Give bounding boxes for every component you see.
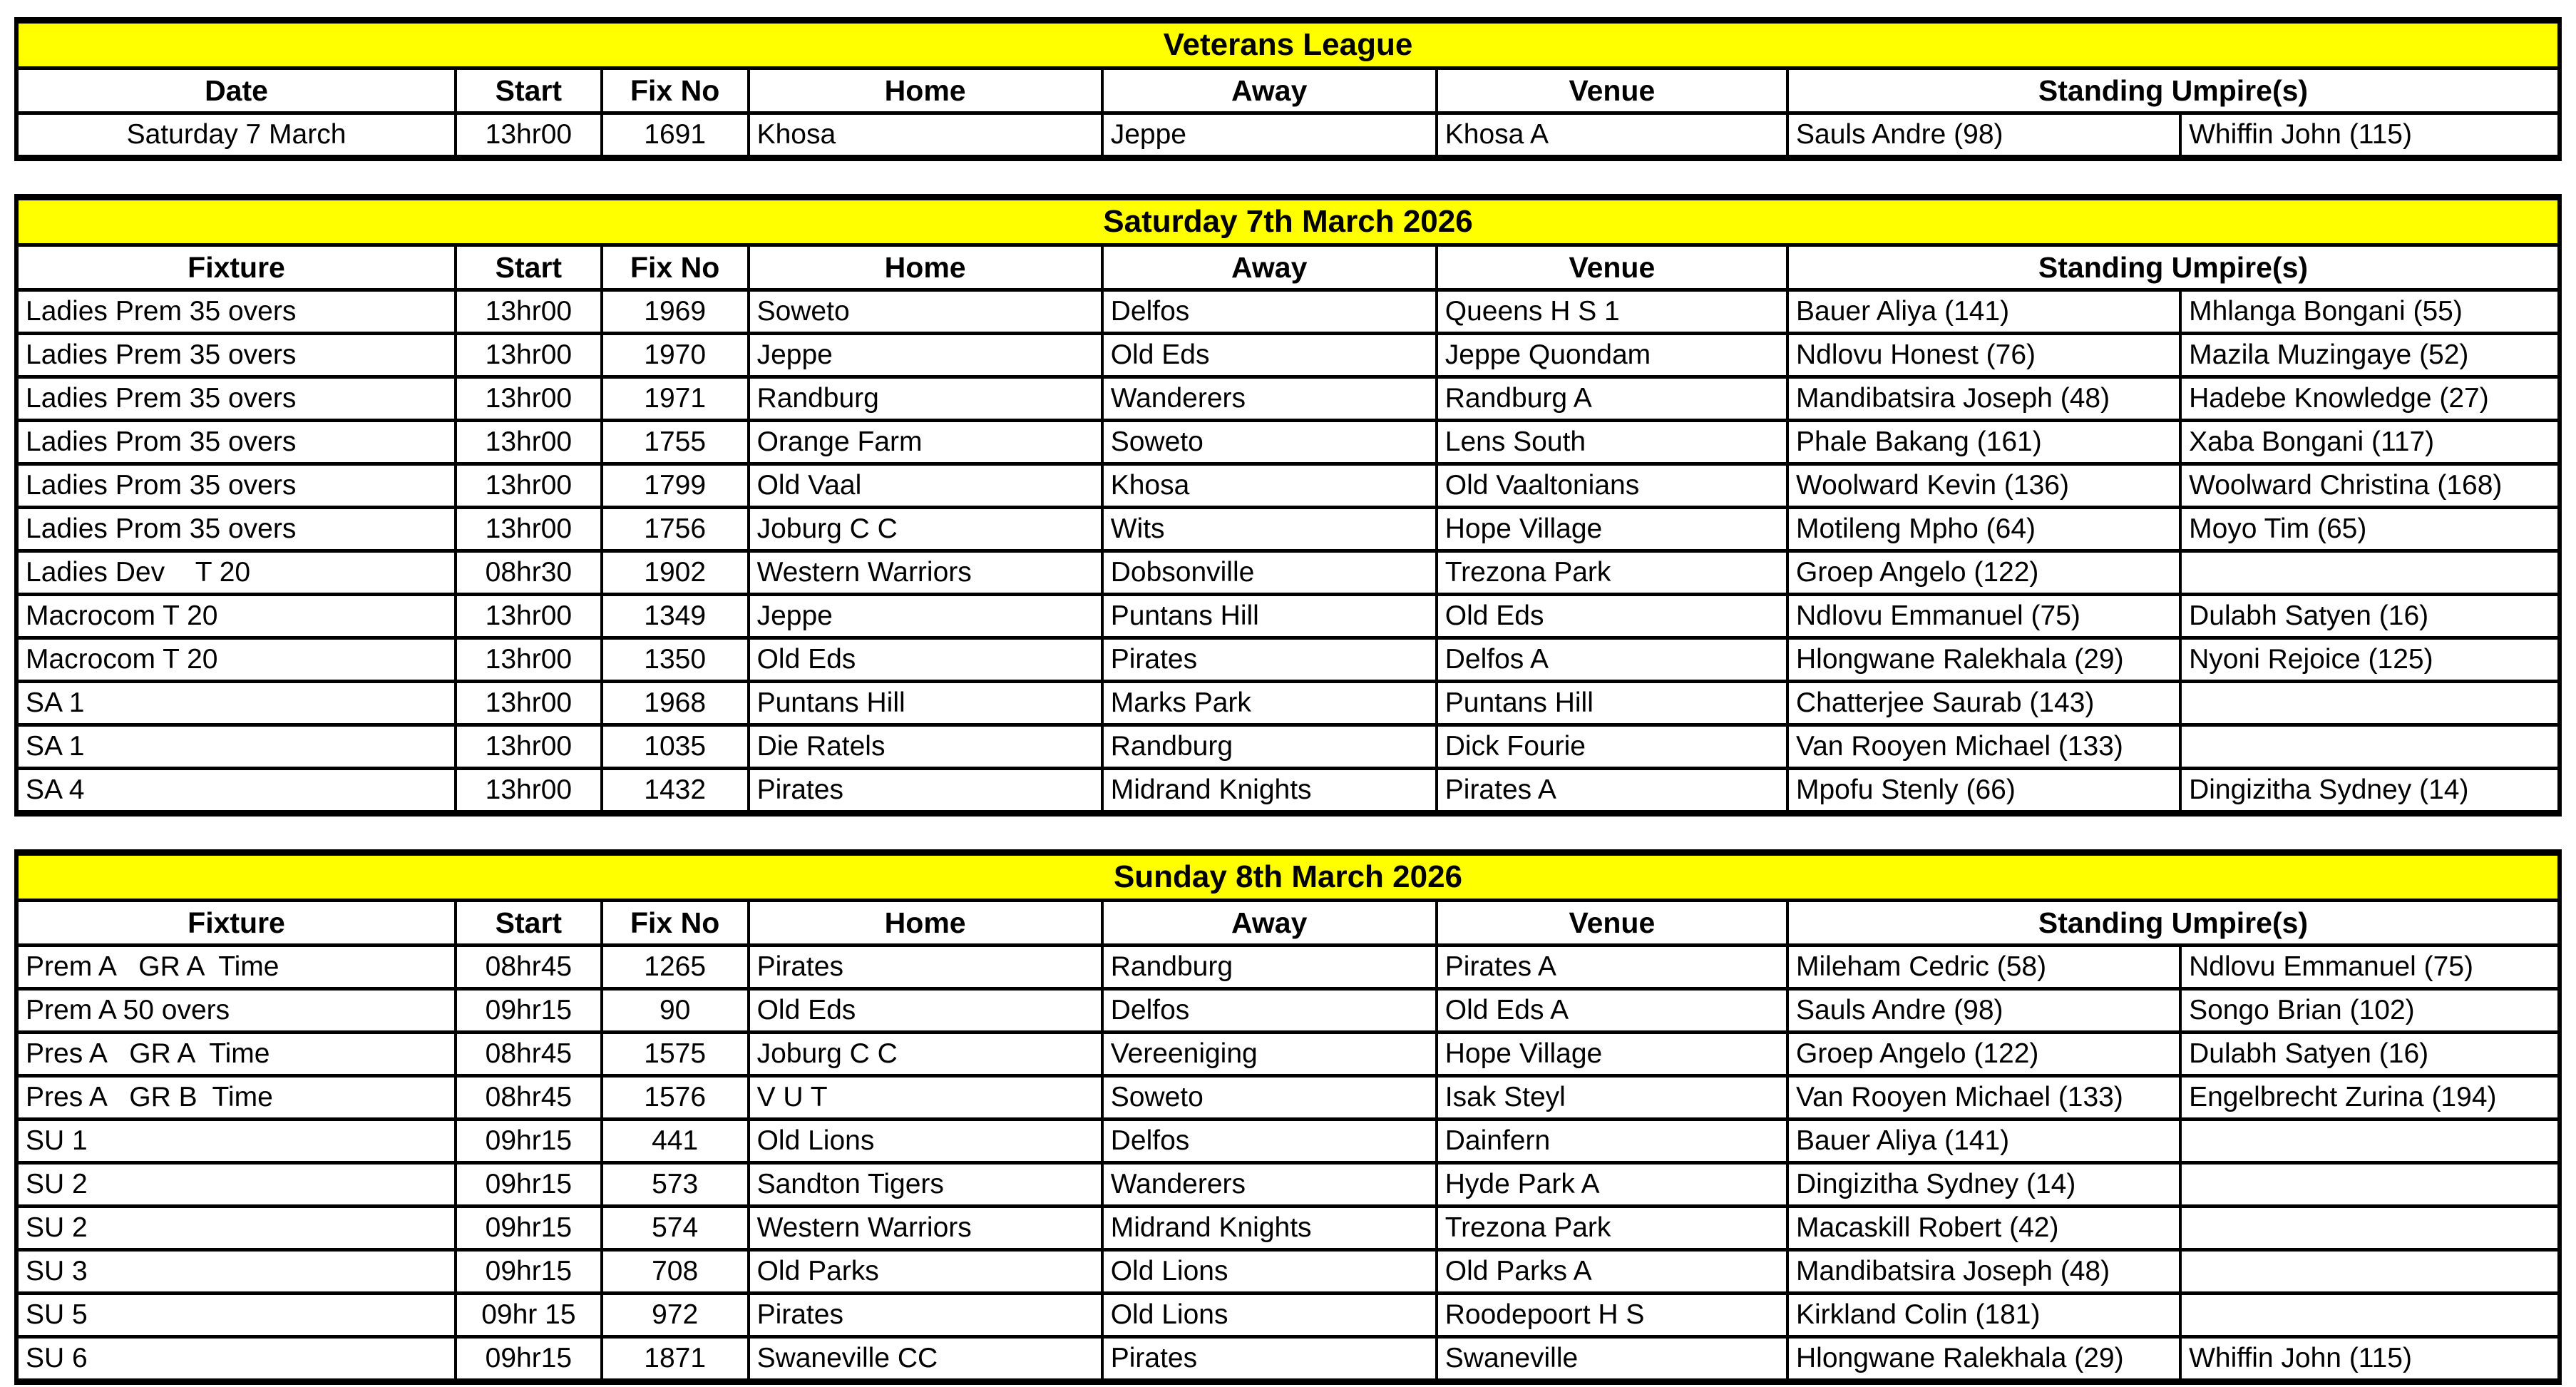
table-title: Veterans League [16, 21, 2560, 68]
cell-venue: Randburg A [1437, 377, 1787, 421]
cell-start: 09hr 15 [456, 1294, 602, 1337]
cell-fixno: 1265 [602, 946, 749, 989]
table-row [16, 946, 2560, 989]
cell-fixture: Pres A GR A Time [16, 1033, 456, 1076]
cell-umpire-2: Engelbrecht Zurina (194) [2180, 1076, 2560, 1120]
column-header-fixture: Fixture [16, 245, 456, 290]
cell-umpire-1: Hlongwane Ralekhala (29) [1787, 1337, 2180, 1382]
cell-venue: Dainfern [1437, 1120, 1787, 1163]
cell-home: Randburg [749, 377, 1102, 421]
cell-start: 13hr00 [456, 682, 602, 725]
column-header-away: Away [1102, 68, 1437, 113]
cell-fixture: SU 2 [16, 1163, 456, 1207]
cell-fixno: 1799 [602, 464, 749, 508]
cell-start: 08hr45 [456, 946, 602, 989]
sunday-fixtures-table [14, 849, 2562, 1385]
cell-umpire-2 [2180, 1163, 2560, 1207]
cell-fixno: 1691 [602, 113, 749, 158]
cell-home: Swaneville CC [749, 1337, 1102, 1382]
cell-fixno: 1576 [602, 1076, 749, 1120]
column-header-fixno: Fix No [602, 901, 749, 946]
cell-fixno: 1350 [602, 638, 749, 682]
cell-umpire-2: Ndlovu Emmanuel (75) [2180, 946, 2560, 989]
cell-fixture: Ladies Prem 35 overs [16, 290, 456, 334]
cell-umpire-1: Ndlovu Emmanuel (75) [1787, 595, 2180, 638]
cell-umpire-2 [2180, 1250, 2560, 1294]
cell-fixture: SU 6 [16, 1337, 456, 1382]
cell-start: 09hr15 [456, 1120, 602, 1163]
cell-away: Puntans Hill [1102, 595, 1437, 638]
table-row [16, 1337, 2560, 1382]
cell-umpire-2 [2180, 682, 2560, 725]
cell-start: 13hr00 [456, 464, 602, 508]
cell-fixture: SU 3 [16, 1250, 456, 1294]
cell-away: Old Lions [1102, 1250, 1437, 1294]
cell-umpire-1: Van Rooyen Michael (133) [1787, 1076, 2180, 1120]
column-header-umpire-1: Standing Umpire(s) [1787, 245, 2560, 290]
cell-fixno: 573 [602, 1163, 749, 1207]
table-row [16, 1120, 2560, 1163]
cell-venue: Pirates A [1437, 946, 1787, 989]
cell-venue: Swaneville [1437, 1337, 1787, 1382]
cell-start: 09hr15 [456, 989, 602, 1033]
cell-umpire-1: Mpofu Stenly (66) [1787, 769, 2180, 814]
veterans-league-table [14, 17, 2562, 161]
cell-away: Delfos [1102, 989, 1437, 1033]
cell-start: 09hr15 [456, 1337, 602, 1382]
table-row [16, 682, 2560, 725]
cell-home: Sandton Tigers [749, 1163, 1102, 1207]
column-header-away: Away [1102, 245, 1437, 290]
cell-away: Wanderers [1102, 377, 1437, 421]
cell-umpire-1: Groep Angelo (122) [1787, 1033, 2180, 1076]
column-header-row [16, 901, 2560, 946]
column-header-venue: Venue [1437, 68, 1787, 113]
table-row [16, 1163, 2560, 1207]
cell-start: 13hr00 [456, 421, 602, 464]
column-header-home: Home [749, 68, 1102, 113]
column-header-row [16, 245, 2560, 290]
cell-away: Pirates [1102, 638, 1437, 682]
column-header-umpire-1: Standing Umpire(s) [1787, 68, 2560, 113]
cell-umpire-2 [2180, 1294, 2560, 1337]
cell-fixture: Ladies Prem 35 overs [16, 377, 456, 421]
cell-umpire-2: Dulabh Satyen (16) [2180, 595, 2560, 638]
table-row [16, 377, 2560, 421]
cell-away: Midrand Knights [1102, 1207, 1437, 1250]
cell-umpire-1: Sauls Andre (98) [1787, 989, 2180, 1033]
cell-start: 13hr00 [456, 290, 602, 334]
table-row [16, 725, 2560, 769]
cell-start: 13hr00 [456, 725, 602, 769]
cell-start: 08hr45 [456, 1033, 602, 1076]
cell-fixno: 441 [602, 1120, 749, 1163]
table-row [16, 638, 2560, 682]
column-header-home: Home [749, 901, 1102, 946]
cell-home: V U T [749, 1076, 1102, 1120]
cell-start: 09hr15 [456, 1250, 602, 1294]
cell-umpire-2: Dulabh Satyen (16) [2180, 1033, 2560, 1076]
column-header-row [16, 68, 2560, 113]
cell-start: 13hr00 [456, 113, 602, 158]
cell-fixno: 1871 [602, 1337, 749, 1382]
cell-fixno: 1349 [602, 595, 749, 638]
cell-umpire-2: Whiffin John (115) [2180, 1337, 2560, 1382]
cell-venue: Puntans Hill [1437, 682, 1787, 725]
cell-fixture: SU 5 [16, 1294, 456, 1337]
column-header-start: Start [456, 245, 602, 290]
cell-away: Wanderers [1102, 1163, 1437, 1207]
cell-fixno: 1902 [602, 551, 749, 595]
table-title-row [16, 21, 2560, 68]
table-row [16, 1250, 2560, 1294]
cell-fixno: 1432 [602, 769, 749, 814]
cell-away: Midrand Knights [1102, 769, 1437, 814]
cell-start: 13hr00 [456, 638, 602, 682]
table-row [16, 290, 2560, 334]
cell-fixture: Ladies Prem 35 overs [16, 334, 456, 377]
cell-start: 09hr15 [456, 1163, 602, 1207]
cell-umpire-2: Moyo Tim (65) [2180, 508, 2560, 551]
cell-fixture: Ladies Prom 35 overs [16, 464, 456, 508]
cell-away: Delfos [1102, 290, 1437, 334]
cell-fixno: 1035 [602, 725, 749, 769]
table-title-row [16, 198, 2560, 245]
cell-home: Old Lions [749, 1120, 1102, 1163]
cell-umpire-1: Van Rooyen Michael (133) [1787, 725, 2180, 769]
cell-start: 13hr00 [456, 508, 602, 551]
column-header-fixture: Date [16, 68, 456, 113]
cell-umpire-2: Xaba Bongani (117) [2180, 421, 2560, 464]
cell-start: 08hr45 [456, 1076, 602, 1120]
cell-away: Old Eds [1102, 334, 1437, 377]
cell-umpire-1: Groep Angelo (122) [1787, 551, 2180, 595]
cell-fixture: Ladies Dev T 20 [16, 551, 456, 595]
cell-home: Old Parks [749, 1250, 1102, 1294]
column-header-umpire-1: Standing Umpire(s) [1787, 901, 2560, 946]
table-row [16, 1076, 2560, 1120]
cell-umpire-2: Mazila Muzingaye (52) [2180, 334, 2560, 377]
cell-umpire-2: Whiffin John (115) [2180, 113, 2560, 158]
cell-home: Puntans Hill [749, 682, 1102, 725]
cell-umpire-2: Dingizitha Sydney (14) [2180, 769, 2560, 814]
cell-fixno: 90 [602, 989, 749, 1033]
cell-venue: Isak Steyl [1437, 1076, 1787, 1120]
table-row [16, 334, 2560, 377]
cell-home: Old Vaal [749, 464, 1102, 508]
cell-home: Old Eds [749, 638, 1102, 682]
column-header-venue: Venue [1437, 901, 1787, 946]
cell-venue: Hope Village [1437, 508, 1787, 551]
table-title: Saturday 7th March 2026 [16, 198, 2560, 245]
cell-fixture: Prem A 50 overs [16, 989, 456, 1033]
cell-venue: Jeppe Quondam [1437, 334, 1787, 377]
cell-away: Soweto [1102, 1076, 1437, 1120]
cell-venue: Old Parks A [1437, 1250, 1787, 1294]
cell-venue: Lens South [1437, 421, 1787, 464]
column-header-fixno: Fix No [602, 245, 749, 290]
column-header-fixno: Fix No [602, 68, 749, 113]
cell-start: 13hr00 [456, 377, 602, 421]
cell-start: 13hr00 [456, 769, 602, 814]
table-row [16, 1207, 2560, 1250]
cell-fixture: SU 1 [16, 1120, 456, 1163]
cell-away: Khosa [1102, 464, 1437, 508]
cell-home: Orange Farm [749, 421, 1102, 464]
cell-fixture: Ladies Prom 35 overs [16, 508, 456, 551]
cell-home: Pirates [749, 946, 1102, 989]
cell-umpire-1: Sauls Andre (98) [1787, 113, 2180, 158]
cell-fixture: Ladies Prom 35 overs [16, 421, 456, 464]
cell-umpire-1: Bauer Aliya (141) [1787, 290, 2180, 334]
column-header-start: Start [456, 68, 602, 113]
cell-away: Vereeniging [1102, 1033, 1437, 1076]
cell-fixture: Prem A GR A Time [16, 946, 456, 989]
cell-venue: Delfos A [1437, 638, 1787, 682]
cell-away: Soweto [1102, 421, 1437, 464]
cell-fixno: 1970 [602, 334, 749, 377]
cell-umpire-2 [2180, 725, 2560, 769]
table-row [16, 551, 2560, 595]
cell-umpire-1: Woolward Kevin (136) [1787, 464, 2180, 508]
cell-umpire-1: Mileham Cedric (58) [1787, 946, 2180, 989]
cell-home: Die Ratels [749, 725, 1102, 769]
cell-fixno: 1575 [602, 1033, 749, 1076]
cell-fixture: Pres A GR B Time [16, 1076, 456, 1120]
cell-fixno: 708 [602, 1250, 749, 1294]
table-row [16, 464, 2560, 508]
cell-venue: Old Vaaltonians [1437, 464, 1787, 508]
cell-away: Wits [1102, 508, 1437, 551]
cell-umpire-1: Dingizitha Sydney (14) [1787, 1163, 2180, 1207]
column-header-away: Away [1102, 901, 1437, 946]
cell-umpire-2 [2180, 551, 2560, 595]
cell-fixno: 972 [602, 1294, 749, 1337]
cell-fixno: 1968 [602, 682, 749, 725]
cell-umpire-1: Motileng Mpho (64) [1787, 508, 2180, 551]
cell-home: Western Warriors [749, 551, 1102, 595]
cell-umpire-1: Hlongwane Ralekhala (29) [1787, 638, 2180, 682]
table-row [16, 421, 2560, 464]
cell-venue: Queens H S 1 [1437, 290, 1787, 334]
cell-fixture: Saturday 7 March [16, 113, 456, 158]
cell-home: Joburg C C [749, 1033, 1102, 1076]
cell-umpire-2: Mhlanga Bongani (55) [2180, 290, 2560, 334]
cell-fixture: SA 1 [16, 725, 456, 769]
cell-start: 13hr00 [456, 334, 602, 377]
cell-fixno: 1756 [602, 508, 749, 551]
table-row [16, 1294, 2560, 1337]
column-header-start: Start [456, 901, 602, 946]
cell-umpire-2: Songo Brian (102) [2180, 989, 2560, 1033]
table-row [16, 1033, 2560, 1076]
column-header-home: Home [749, 245, 1102, 290]
cell-home: Western Warriors [749, 1207, 1102, 1250]
cell-start: 13hr00 [456, 595, 602, 638]
cell-umpire-1: Macaskill Robert (42) [1787, 1207, 2180, 1250]
cell-away: Jeppe [1102, 113, 1437, 158]
cell-umpire-2 [2180, 1120, 2560, 1163]
cell-away: Delfos [1102, 1120, 1437, 1163]
table-title-row [16, 853, 2560, 901]
table-row [16, 769, 2560, 814]
cell-fixture: SA 1 [16, 682, 456, 725]
cell-away: Randburg [1102, 946, 1437, 989]
cell-umpire-1: Mandibatsira Joseph (48) [1787, 1250, 2180, 1294]
cell-umpire-2: Woolward Christina (168) [2180, 464, 2560, 508]
cell-umpire-1: Bauer Aliya (141) [1787, 1120, 2180, 1163]
cell-away: Marks Park [1102, 682, 1437, 725]
cell-start: 09hr15 [456, 1207, 602, 1250]
cell-fixno: 1755 [602, 421, 749, 464]
cell-home: Joburg C C [749, 508, 1102, 551]
cell-home: Khosa [749, 113, 1102, 158]
cell-umpire-1: Chatterjee Saurab (143) [1787, 682, 2180, 725]
table-row [16, 113, 2560, 158]
column-header-venue: Venue [1437, 245, 1787, 290]
table-row [16, 508, 2560, 551]
cell-venue: Hyde Park A [1437, 1163, 1787, 1207]
cell-fixture: Macrocom T 20 [16, 595, 456, 638]
cell-fixture: SA 4 [16, 769, 456, 814]
cell-home: Jeppe [749, 595, 1102, 638]
cell-venue: Trezona Park [1437, 1207, 1787, 1250]
cell-umpire-2 [2180, 1207, 2560, 1250]
cell-away: Dobsonville [1102, 551, 1437, 595]
cell-venue: Trezona Park [1437, 551, 1787, 595]
cell-venue: Old Eds A [1437, 989, 1787, 1033]
cell-fixture: Macrocom T 20 [16, 638, 456, 682]
column-header-fixture: Fixture [16, 901, 456, 946]
cell-away: Old Lions [1102, 1294, 1437, 1337]
table-title: Sunday 8th March 2026 [16, 853, 2560, 901]
cell-umpire-1: Phale Bakang (161) [1787, 421, 2180, 464]
cell-venue: Khosa A [1437, 113, 1787, 158]
cell-start: 08hr30 [456, 551, 602, 595]
cell-fixno: 1971 [602, 377, 749, 421]
cell-home: Old Eds [749, 989, 1102, 1033]
cell-home: Pirates [749, 769, 1102, 814]
cell-away: Pirates [1102, 1337, 1437, 1382]
cell-umpire-2: Nyoni Rejoice (125) [2180, 638, 2560, 682]
cell-venue: Dick Fourie [1437, 725, 1787, 769]
cell-venue: Old Eds [1437, 595, 1787, 638]
cell-venue: Hope Village [1437, 1033, 1787, 1076]
cell-fixno: 574 [602, 1207, 749, 1250]
cell-venue: Roodepoort H S [1437, 1294, 1787, 1337]
cell-venue: Pirates A [1437, 769, 1787, 814]
cell-umpire-1: Mandibatsira Joseph (48) [1787, 377, 2180, 421]
cell-umpire-1: Kirkland Colin (181) [1787, 1294, 2180, 1337]
cell-away: Randburg [1102, 725, 1437, 769]
cell-home: Jeppe [749, 334, 1102, 377]
saturday-fixtures-table [14, 194, 2562, 817]
cell-fixno: 1969 [602, 290, 749, 334]
cell-fixture: SU 2 [16, 1207, 456, 1250]
cell-home: Pirates [749, 1294, 1102, 1337]
table-row [16, 595, 2560, 638]
cell-home: Soweto [749, 290, 1102, 334]
table-row [16, 989, 2560, 1033]
cell-umpire-2: Hadebe Knowledge (27) [2180, 377, 2560, 421]
cell-umpire-1: Ndlovu Honest (76) [1787, 334, 2180, 377]
